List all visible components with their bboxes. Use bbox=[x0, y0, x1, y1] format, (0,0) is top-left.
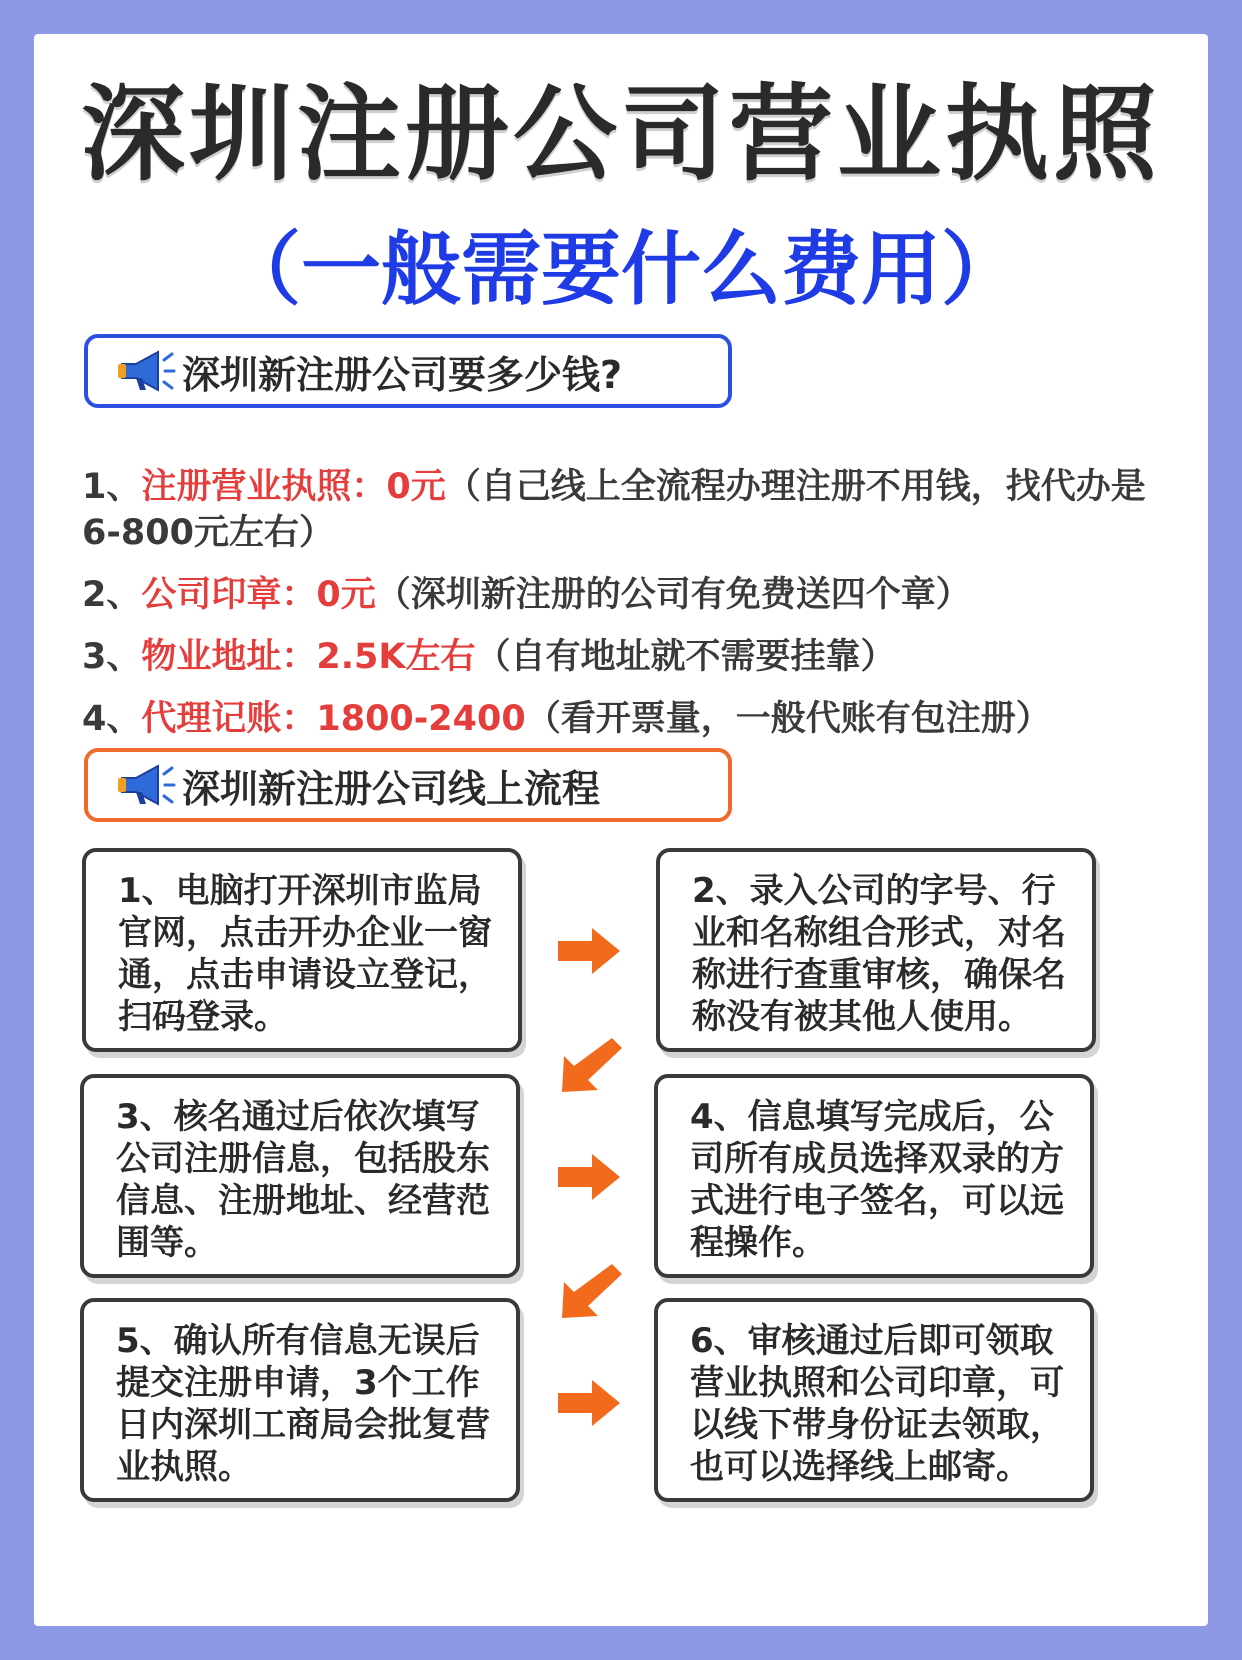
fee-highlight: 物业地址：2.5K左右 bbox=[141, 637, 476, 677]
step-box-1 bbox=[82, 848, 522, 1052]
step-text: 2、录入公司的字号、行业和名称组合形式，对名称进行查重审核，确保名称没有被其他人使用。 bbox=[692, 871, 1066, 1037]
step-text: 6、审核通过后即可领取营业执照和公司印章，可以线下带身份证去领取，也可以选择线上邮寄。 bbox=[690, 1321, 1064, 1487]
step-text: 3、核名通过后依次填写公司注册信息，包括股东信息、注册地址、经营范围等。 bbox=[116, 1097, 490, 1263]
fee-item bbox=[82, 634, 1172, 680]
section-header-label: 深圳新注册公司要多少钱? bbox=[182, 352, 623, 397]
arrow-right-icon bbox=[556, 1378, 622, 1428]
fee-highlight: 注册营业执照：0元 bbox=[141, 467, 446, 507]
fee-item bbox=[82, 572, 1172, 618]
step-box-3 bbox=[80, 1074, 520, 1278]
page-title: 深圳注册公司营业执照 bbox=[80, 73, 1161, 195]
step-text: 5、确认所有信息无误后提交注册申请，3个工作日内深圳工商局会批复营业执照。 bbox=[116, 1321, 490, 1487]
arrow-right-icon bbox=[556, 1152, 622, 1202]
fee-list bbox=[82, 464, 1172, 758]
arrow-down-left-icon bbox=[558, 1034, 624, 1094]
section-header-cost bbox=[84, 334, 732, 408]
step-box-5 bbox=[80, 1298, 520, 1502]
megaphone-icon bbox=[114, 346, 176, 396]
fee-item bbox=[82, 464, 1172, 556]
fee-note: （自己线上全流程办理注册不用钱，找代办是6-800元左右） bbox=[82, 467, 1146, 553]
step-text: 4、信息填写完成后，公司所有成员选择双录的方式进行电子签名，可以远程操作。 bbox=[690, 1097, 1064, 1263]
page-subtitle: （一般需要什么费用） bbox=[221, 223, 1021, 316]
fee-number: 3、 bbox=[82, 637, 142, 677]
fee-note: （自有地址就不需要挂靠） bbox=[475, 637, 896, 677]
section-header-process bbox=[84, 748, 732, 822]
step-box-2 bbox=[656, 848, 1096, 1052]
section-header-label: 深圳新注册公司线上流程 bbox=[182, 766, 601, 811]
poster-card bbox=[34, 34, 1208, 1626]
fee-number: 2、 bbox=[82, 575, 142, 615]
fee-number: 4、 bbox=[82, 699, 142, 739]
step-box-6 bbox=[654, 1298, 1094, 1502]
fee-highlight: 代理记账：1800-2400 bbox=[141, 699, 526, 739]
megaphone-icon bbox=[114, 760, 176, 810]
step-box-4 bbox=[654, 1074, 1094, 1278]
step-text: 1、电脑打开深圳市监局官网，点击开办企业一窗通，点击申请设立登记，扫码登录。 bbox=[118, 871, 492, 1037]
fee-highlight: 公司印章：0元 bbox=[141, 575, 376, 615]
fee-number: 1、 bbox=[82, 467, 142, 507]
fee-item bbox=[82, 696, 1172, 742]
fee-note: （深圳新注册的公司有免费送四个章） bbox=[375, 575, 971, 615]
arrow-down-left-icon bbox=[558, 1260, 624, 1320]
arrow-right-icon bbox=[556, 926, 622, 976]
fee-note: （看开票量，一般代账有包注册） bbox=[525, 699, 1051, 739]
